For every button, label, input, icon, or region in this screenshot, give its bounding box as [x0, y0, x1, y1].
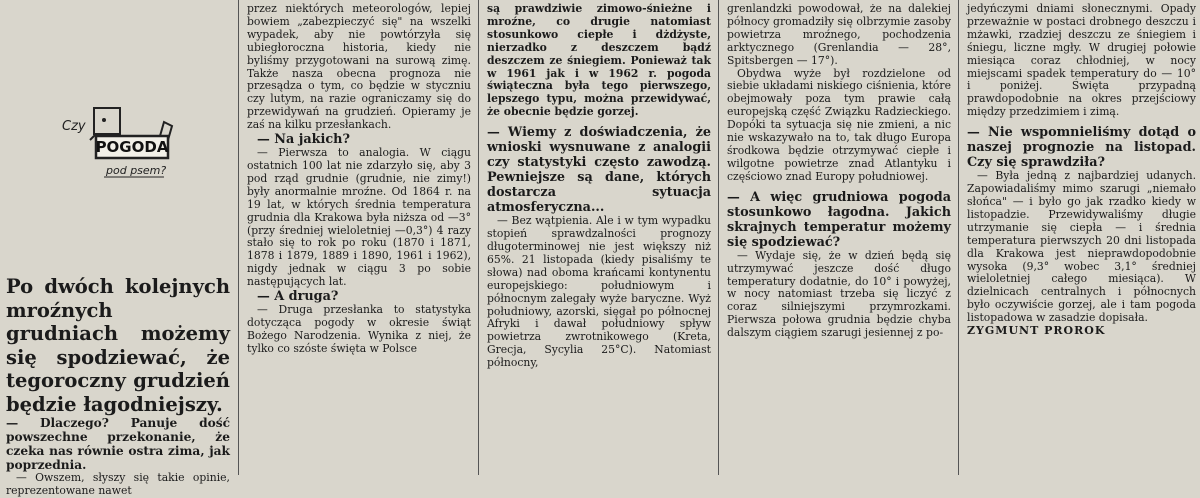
column-intro	[0, 0, 236, 497]
logo-text-pogoda: POGODA	[95, 138, 169, 156]
col2-heading-1: — Na jakich?	[257, 132, 350, 148]
intro-question: — Dlaczego? Panuje dość powszechne przekonanie, że czeka nas równie ostra zima, jak poprzednia.	[6, 416, 230, 472]
col4-paragraph-3: — Wydaje się, że w dzień będą się utrzymywać jeszcze dość długo temperatury dodatnie, do 10° i powyżej, w nocy natomiast trzeba się liczyć z coraz silniejszymi przymrozkami. Pierwsza połowa grudnia będzie chyba dalszym ciągiem szarugi jesiennej z po-	[727, 248, 951, 340]
col4-paragraph-1: grenlandzki powodował, że na dalekiej północy gromadziły się olbrzymie zasoby powietrza mroźnego, pochodzenia arktycznego (Grenlandia — 28°, Spitsbergen — 17°).	[727, 2, 951, 67]
weather-cartoon-logo	[60, 100, 180, 182]
col4-paragraph-2: Obydwa wyże był rozdzielone od siebie układami niskiego ciśnienia, które obejmowały poza tym prawie całą europejską część Związku Radzieckiego. Dopóki ta sytuacja się nie zmieni, a nic nie wskazywało na to, tak długo Europa środkowa będzie otrzymywać ciepłe i wilgotne powietrze znad Atlantyku i częściowo znad Europy południowej.	[727, 66, 951, 183]
column-5	[959, 0, 1200, 475]
article-lead: Po dwóch kolejnych mroźnych grudniach możemy się spodziewać, że tegoroczny grudzień będzie łagodniejszy.	[6, 275, 230, 416]
col2-paragraph-3: — Druga przesłanka to statystyka dotycząca pogody w okresie świąt Bożego Narodzenia. Wynika z niej, że tylko co szóste święta w Polsce	[247, 303, 471, 355]
col2-heading-2: — A druga?	[257, 289, 339, 305]
col5-paragraph-1: jedyńczymi dniami słonecznymi. Opady przeważnie w postaci drobnego deszczu i mżawki, rzadziej deszczu ze śniegiem i śniegu, liczne mgły. W drugiej połowie miesiąca coraz chłodniej, w nocy miejscami spadek temperatury do — 10° i poniżej. Święta przypadną prawdopodobnie na okres przejściowy między przedzimiem i zimą.	[967, 2, 1196, 119]
column-2	[239, 0, 477, 475]
column-4	[719, 0, 957, 475]
column-3	[479, 0, 717, 475]
col3-paragraph-1: są prawdziwie zimowo-śnieżne i mroźne, co drugie natomiast stosunkowo ciepłe i dżdżyste, nierzadko z deszczem bądź deszczem ze śniegiem. Ponieważ tak w 1961 jak i w 1962 r. pogoda świąteczna była tego pierwszego, lepszego typu, można przewidywać, że obecnie będzie gorzej.	[487, 2, 711, 119]
col5-heading-1: — Nie wspomnieliśmy dotąd o naszej prognozie na listopad. Czy się sprawdziła?	[967, 125, 1196, 171]
col5-paragraph-2: — Była jedną z najbardziej udanych. Zapowiadaliśmy mimo szarugi „niemało słońca" — i było go jak rzadko kiedy w listopadzie. Przewidywaliśmy długie utrzymanie się ciepła — i średnia temperatura pierwszych 20 dni listopada dla Krakowa jest nieprawdopodobnie wysoka (9,3° wobec 3,1° średniej wieloletniej całego miesiąca). W dzielnicach centralnych i północnych było oczywiście gorzej, ale i tam pogoda listopadowa w zasadzie dopisała.	[967, 169, 1196, 325]
logo-text-pod-psem: pod psem?	[106, 164, 167, 177]
logo-text-czy: Czy	[62, 119, 86, 134]
col2-paragraph-1: przez niektórych meteorologów, lepiej bowiem „zabezpieczyć się" na wszelki wypadek, aby nie powtórzyła się ubiegłoroczna historia, kiedy nie byliśmy przygotowani na surową zimę. Także nasza obecna prognoza nie przesądza o tym, co będzie w styczniu czy lutym, na razie ograniczamy się do przewidywań na grudzień. Opieramy je zaś na kilku przesłankach.	[247, 2, 471, 132]
author-signature: ZYGMUNT PROROK	[967, 324, 1106, 338]
col4-heading-1: — A więc grudniowa pogoda stosunkowo łagodna. Jakich skrajnych temperatur możemy się spodziewać?	[727, 189, 951, 250]
col2-paragraph-2: — Pierwsza to analogia. W ciągu ostatnich 100 lat nie zdarzyło się, aby 3 pod rząd grudnie (grudnie, nie zimy!) były anormalnie mroźne. Od 1864 r. na 19 lat, w których średnia temperatura grudnia dla Krakowa była niższa od —3° (przy średniej wieloletniej —0,3°) 4 razy stało się to rok po roku (1870 i 1871, 1878 i 1879, 1889 i 1890, 1961 i 1962), nigdy jednak w ciągu 3 po sobie następujących lat.	[247, 146, 471, 289]
col3-heading-1: — Wiemy z doświadczenia, że wnioski wysnuwane z analogii czy statystyki często zawodzą. Pewniejsze są dane, których dostarcza sytuacja atmosferyczna...	[487, 125, 711, 216]
col3-paragraph-2: — Bez wątpienia. Ale i w tym wypadku stopień sprawdzalności prognozy długoterminowej nie jest większy niż 65%. 21 listopada (kiedy pisaliśmy te słowa) nad oboma krańcami kontynentu europejskiego: południowym i północnym zalegały wyże baryczne. Wyż południowy, azorski, sięgał po północnej Afryki i dawał południowy spływ powietrza zwrotnikowego (Kreta, Grecja, Sycylia 25°C). Natomiast północny,	[487, 214, 711, 370]
intro-answer: — Owszem, słyszy się takie opinie, reprezentowane nawet	[6, 471, 230, 497]
